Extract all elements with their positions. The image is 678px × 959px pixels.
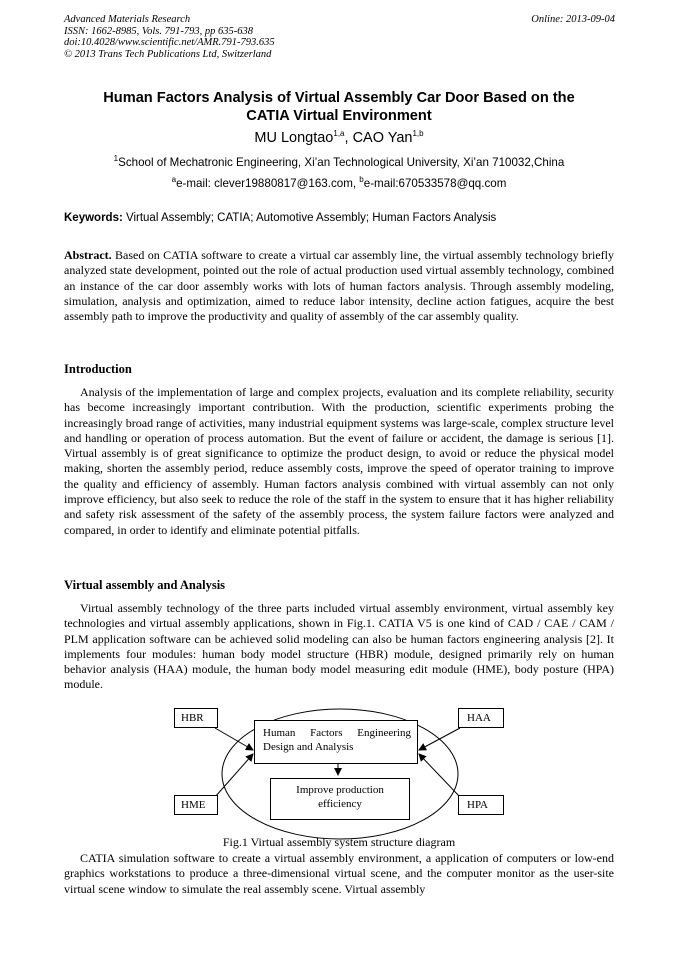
introduction-text: Analysis of the implementation of large and complex projects, evaluation and its complete reliability, security has become increasingly important contribution. With the production, scientific experiments probing the increasingly broad range of activities, many industrial equipment systems was large-scale, complex structure level and handling or operation of process automation. But the event of failure or accident, the damage is serious [1]. Virtual assembly is of great significance to optimize the product design, to avoid or reduce the physical model making, shorten the assembly period, reduce assembly costs, improve the speed of operator training to improve the quality and efficiency of assembly. Human factors analysis combined with virtual assembly can not only improve efficiency, but also seek to reduce the role of the staff in the system to ensure that it has higher reliability and safety risk assessment of the safety of the assembly process, the system failure factors were analyzed and compared, in order to identify and eliminate potential pitfalls. — [64, 385, 614, 537]
arrow-hme — [215, 754, 253, 797]
hpa-box: HPA — [458, 795, 504, 815]
affiliation-marker: 1 — [113, 154, 119, 164]
paper-title — [64, 89, 614, 125]
center-box: Human Factors Engineering Design and Analysis — [254, 720, 418, 764]
haa-box: HAA — [458, 708, 504, 728]
figure-caption: Fig.1 Virtual assembly system structure diagram — [222, 835, 456, 849]
introduction-heading: Introduction — [64, 362, 132, 376]
catia-paragraph: CATIA simulation software to create a virtual assembly environment, a application of computers or low-end graphics workstations to produce a three-dimensional virtual scene, and the computer monitor as the user-site virtual scene window to simulate the real assembly scene. Virtual assembly — [64, 851, 614, 896]
author-separator: , — [344, 130, 353, 146]
email-b-marker: b — [359, 175, 364, 185]
hbr-box: HBR — [174, 708, 218, 728]
email-a-marker: a — [171, 175, 177, 185]
keywords-text: Virtual Assembly; CATIA; Automotive Assembly; Human Factors Analysis — [122, 212, 497, 224]
affiliation-text: School of Mechatronic Engineering, Xi’an Technological University, Xi’an 710032,China — [118, 156, 565, 169]
arrow-haa — [419, 728, 460, 750]
affiliation — [64, 156, 614, 169]
keywords-label: Keywords: — [64, 212, 123, 224]
title-line-1: Human Factors Analysis of Virtual Assembly Car Door Based on the — [103, 90, 575, 106]
author-1: MU Longtao — [254, 130, 334, 146]
email-line — [64, 177, 614, 190]
author-2-affil: 1,b — [412, 129, 424, 139]
arrow-hbr — [215, 728, 253, 750]
abstract-text: Based on CATIA software to create a virtual car assembly line, the virtual assembly technology briefly analyzed state development, pointed out the role of actual production used virtual assembly technology, combined an instance of the car door assembly works with lots of human factors analysis. Through assembly modeling, simulation, analysis and optimization, aimed to reduce labor intensity, decline action fatigues, acquire the best assembly path to improve the productivity and quality of assembly of the car assembly quality. — [64, 248, 614, 324]
author-2: CAO Yan — [352, 130, 413, 146]
efficiency-box: Improve production efficiency — [270, 778, 410, 820]
email-b: e-mail:670533578@qq.com — [363, 177, 507, 190]
arrow-hpa — [419, 754, 460, 797]
online-date: Online: 2013-09-04 — [531, 14, 615, 25]
abstract-label: Abstract. — [64, 248, 112, 262]
author-list — [64, 130, 614, 146]
structure-diagram — [160, 702, 520, 842]
virtual-assembly-text: Virtual assembly technology of the three parts included virtual assembly environment, virtual assembly key technologies and virtual assembly applications, shown in Fig.1. CATIA V5 is one kind of CAD / CAE / CAM / PLM application software can be achieved solid modeling can also be human factors engineering analysis [2]. It implements four modules: human body model structure (HBR) module, designed primarily rely on human behavior analysis (HAA) module, the human body model measuring edit module (HME), body posture (HPA) module. — [64, 601, 614, 692]
author-1-affil: 1,a — [333, 129, 345, 139]
issn-line: ISSN: 1662-8985, Vols. 791-793, pp 635-638 — [64, 25, 253, 37]
email-a: e-mail: clever19880817@163.com, — [176, 177, 360, 190]
virtual-assembly-heading: Virtual assembly and Analysis — [64, 578, 226, 592]
hme-box: HME — [174, 795, 218, 815]
abstract — [64, 248, 614, 324]
copyright-line: © 2013 Trans Tech Publications Ltd, Switzerland — [64, 48, 272, 60]
journal-name: Advanced Materials Research — [64, 14, 191, 25]
title-line-2: CATIA Virtual Environment — [246, 108, 432, 124]
doi-line: doi:10.4028/www.scientific.net/AMR.791-793.635 — [64, 37, 275, 48]
running-header — [64, 14, 275, 60]
keywords — [64, 212, 624, 224]
